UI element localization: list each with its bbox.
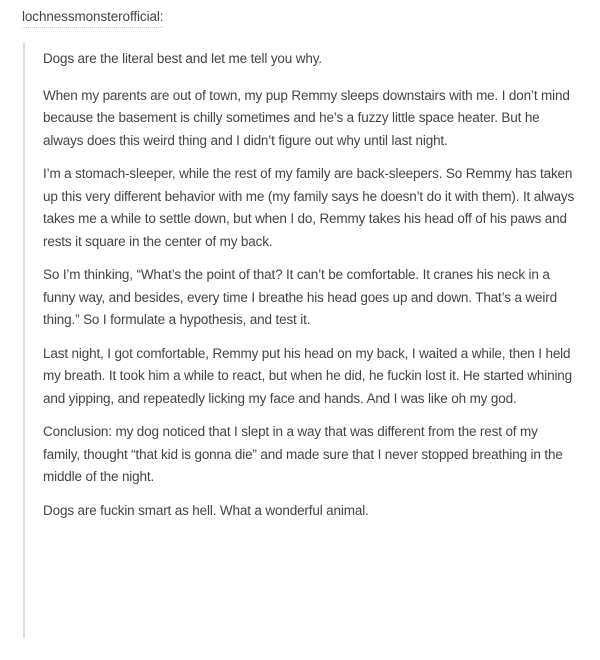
post-paragraph: I’m a stomach-sleeper, while the rest of my family are back-sleepers. So Remmy has taken up this very different behavior with me (my family says he doesn’t do it with them). It always takes me a while to settle down, but when I do, Remmy takes his head off of his paws and rests it square in the center of my back. xyxy=(43,166,575,249)
post-paragraph: When my parents are out of town, my pup Remmy sleeps downstairs with me. I don’t mind because the basement is chilly sometimes and he’s a fuzzy little space heater. But he always does this weird thing and I didn’t figure out why until last night. xyxy=(43,87,570,148)
post-paragraph: Last night, I got comfortable, Remmy put his head on my back, I waited a while, then I held my breath. It took him a while to react, but when he did, he fuckin lost it. He started whining and yipping, and repeatedly licking my face and hands. And I was like oh my god. xyxy=(43,345,573,406)
post-paragraph: Dogs are fuckin smart as hell. What a wonderful animal. xyxy=(43,502,369,518)
post-paragraph: So I’m thinking, “What’s the point of that? It can’t be comfortable. It cranes his neck in a funny way, and besides, every time I breathe his head goes up and down. That’s a weird thing.” So I formulate a hypothesis, and test it. xyxy=(43,267,557,327)
post-paragraph: Dogs are the literal best and let me tell you why. xyxy=(43,51,322,66)
username-link[interactable]: lochnessmonsterofficial: xyxy=(22,9,163,28)
quoted-post-body xyxy=(23,43,583,638)
post-paragraph: Conclusion: my dog noticed that I slept in a way that was different from the rest of my family, thought “that kid is gonna die” and made sure that I never stopped breathing in the middle of the night. xyxy=(43,424,563,484)
